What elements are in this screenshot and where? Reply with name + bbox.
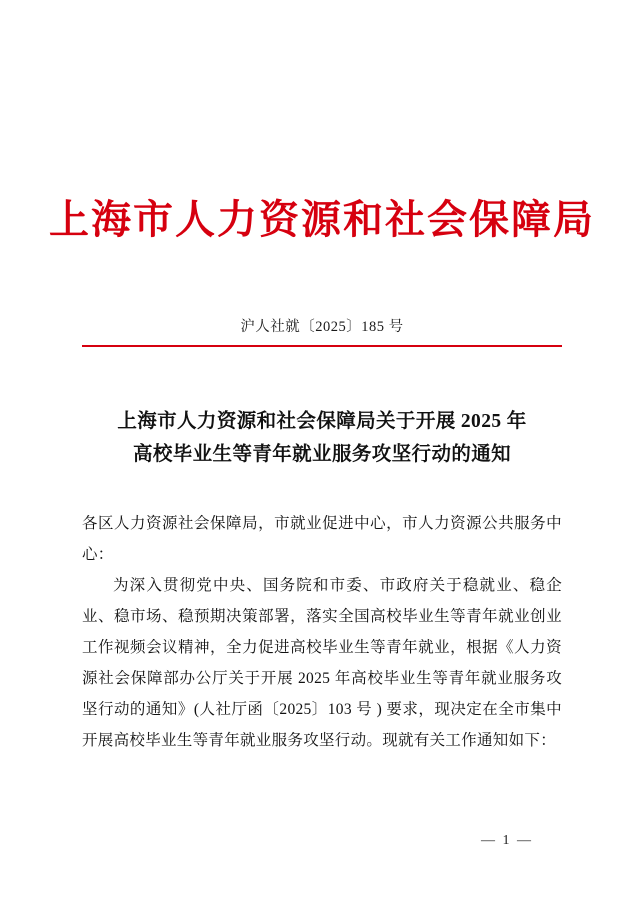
red-divider-rule bbox=[82, 345, 562, 347]
body-paragraph-1: 为深入贯彻党中央、国务院和市委、市政府关于稳就业、稳企业、稳市场、稳预期决策部署，落实全国高校毕业生等青年就业创业工作视频会议精神，全力促进高校毕业生等青年就业，根据《人力资源社会保障部办公厅关于开展 2025 年高校毕业生等青年就业服务攻坚行动的通知》(人社厅函〔2025〕103 号 ) 要求，现决定在全市集中开展高校毕业生等青年就业服务攻坚行动。现就有关工作通知如下： bbox=[82, 577, 562, 749]
document-title bbox=[82, 406, 562, 472]
recipients-line: 各区人力资源社会保障局，市就业促进中心，市人力资源公共服务中心： bbox=[82, 515, 562, 563]
document-header bbox=[0, 196, 644, 244]
document-body bbox=[82, 508, 562, 756]
page-number-text: — 1 — bbox=[481, 833, 533, 848]
document-title-line-1: 上海市人力资源和社会保障局关于开展 2025 年 bbox=[117, 411, 527, 432]
document-number: 沪人社就〔2025〕185 号 bbox=[240, 319, 404, 335]
document-title-line-2: 高校毕业生等青年就业服务攻坚行动的通知 bbox=[132, 443, 512, 465]
issuing-agency-title: 上海市人力资源和社会保障局 bbox=[49, 197, 595, 242]
page-number bbox=[0, 833, 644, 849]
